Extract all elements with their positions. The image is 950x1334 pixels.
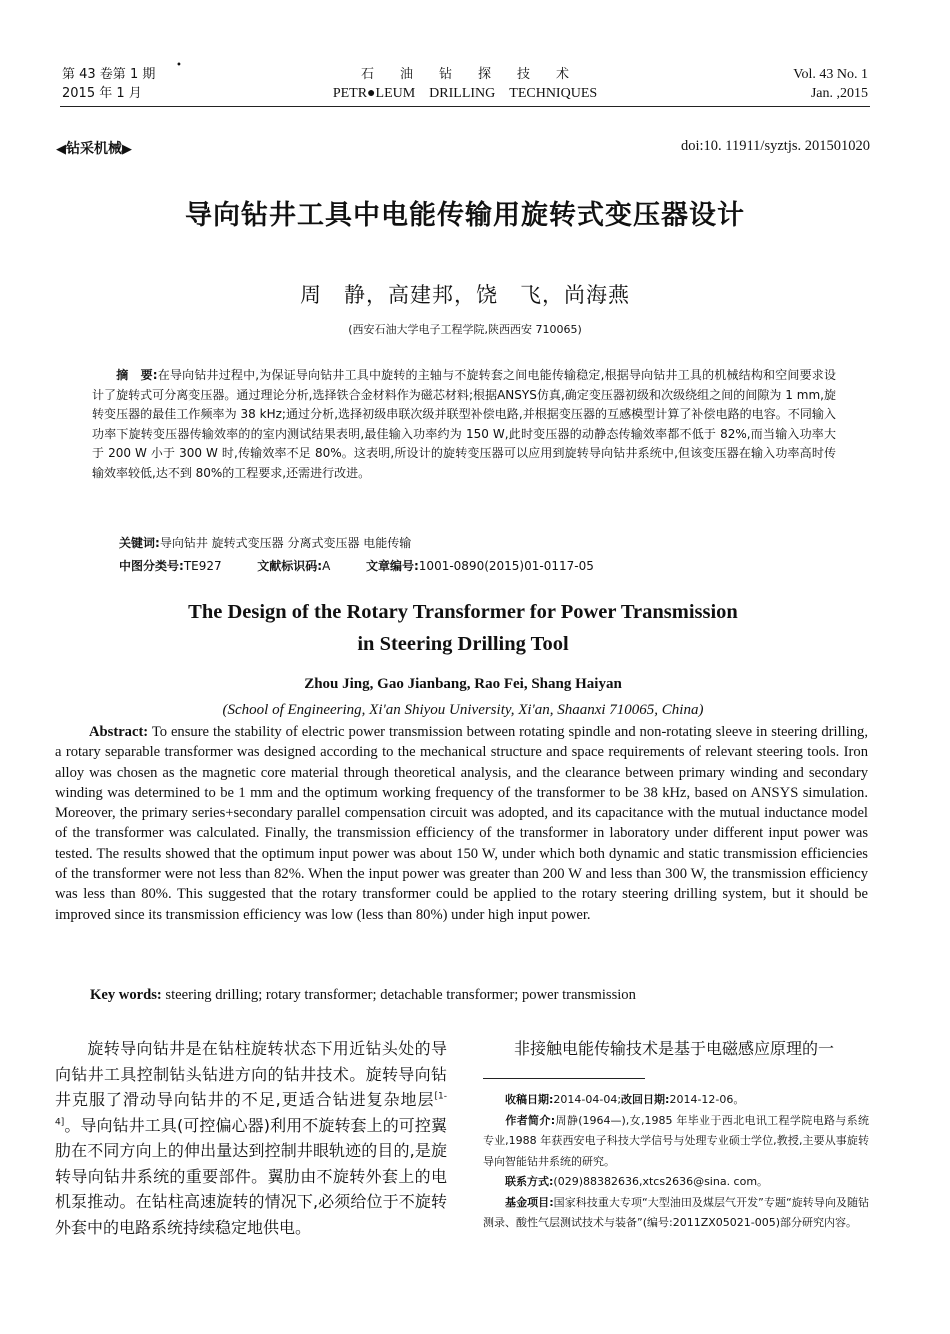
- body-left-text-b: 。导向钻井工具(可控偏心器)利用不旋转套上的可控翼肋在不同方向上的伸出量达到控制井眼轨迹的目的,是旋转导向钻井系统的重要部件。翼肋由不旋转外套上的电机泵推动。在钻柱高速旋转的情况下,必须给位于不旋转外套中的电路系统持续稳定地供电。: [55, 1115, 447, 1237]
- header-journal-en: PETR●LEUM DRILLING TECHNIQUES: [332, 86, 598, 101]
- abstract-en-label: Abstract:: [89, 724, 149, 740]
- contact-text: (029)88382636,xtcs2636@sina. com。: [553, 1175, 769, 1188]
- left-triangle-icon: ◀: [56, 142, 66, 157]
- clc-label: 中图分类号:: [119, 559, 184, 573]
- header-journal-zh: 石 油 钻 探 技 术: [360, 67, 569, 82]
- authors-en: Zhou Jing, Gao Jianbang, Rao Fei, Shang Haiyan: [304, 676, 622, 692]
- article-no-label: 文章编号:: [365, 559, 419, 573]
- author-intro-label: 作者简介:: [505, 1113, 556, 1127]
- header-volume-en: Vol. 43 No. 1: [793, 67, 868, 82]
- keywords-en-text: steering drilling; rotary transformer; detachable transformer; power transmission: [165, 987, 636, 1003]
- abstract-zh-text: 在导向钻井过程中,为保证导向钻井工具中旋转的主轴与不旋转套之间电能传输稳定,根据导向钻井工具的机械结构和空间要求设计了旋转式可分离变压器。通过理论分析,选择铁合金材料作为磁芯材料;根据ANSYS仿真,确定变压器初级和次级绕组之间的间隙为 1 mm,旋转变压器的最佳工作频率为 38 kHz;通过分析,选择初级串联次级并联型补偿电路,并根据变压器的互感模型计算了补偿电路的电容。不同输入功率下旋转变压器传输效率的的室内测试结果表明,最佳输入功率约为 150 W,此时变压器的动静态传输效率都不低于 82%,而当输入功率大于 200 W 小于 300 W 时,传输效率不足 80%。这表明,所设计的旋转变压器可以应用到旋转导向钻井系统中,但该变压器在输入功率高时传输效率较低,达不到 80%的工程要求,还需进行改进。: [92, 368, 836, 480]
- doc-code-label: 文献标识码:: [257, 559, 323, 573]
- body-right-text: 非接触电能传输技术是基于电磁感应原理的一: [514, 1039, 835, 1058]
- keywords-zh: [119, 534, 839, 554]
- header-date-en: Jan. ,2015: [810, 86, 868, 101]
- title-en-line-1: The Design of the Rotary Transformer for Power Transmission: [188, 601, 738, 623]
- article-no-value: 1001-0890(2015)01-0117-05: [418, 559, 594, 573]
- title-zh: 导向钻井工具中电能传输用旋转式变压器设计: [185, 200, 745, 231]
- abstract-zh-label: 摘 要:: [116, 368, 158, 382]
- received-value: 2014-04-04;: [553, 1093, 622, 1106]
- received-label: 收稿日期:: [505, 1093, 554, 1106]
- footnote-author: [483, 1111, 869, 1173]
- footnote-dates: [483, 1090, 869, 1111]
- keywords-zh-text: 导向钻井 旋转式变压器 分离式变压器 电能传输: [159, 536, 412, 550]
- doi: doi:10. 11911/syztjs. 201501020: [680, 138, 870, 154]
- footnote-contact: [483, 1172, 869, 1193]
- keywords-en-label: Key words:: [90, 987, 162, 1003]
- fund-label: 基金项目:: [505, 1195, 554, 1209]
- authors-zh: 周 静，高建邦，饶 飞，尚海燕: [300, 283, 630, 307]
- footnote: [483, 1090, 869, 1234]
- title-en: [0, 596, 926, 660]
- author-intro-text: 周静(1964—),女,1985 年毕业于西北电讯工程学院电路与系统专业,1988 年获西安电子科技大学信号与处理专业硕士学位,教授,主要从事旋转导向智能钻井系统的研究。: [483, 1113, 869, 1168]
- keywords-en: [90, 985, 868, 1005]
- header-date-zh: 2015 年 1 月: [62, 86, 142, 101]
- body-left-column: [55, 1036, 447, 1240]
- footnote-rule: [483, 1078, 645, 1079]
- affiliation-en: (School of Engineering, Xi'an Shiyou University, Xi'an, Shaanxi 710065, China): [222, 702, 704, 718]
- clc-value: TE927: [183, 559, 222, 573]
- revised-value: 2014-12-06。: [669, 1093, 745, 1106]
- section-label: [56, 138, 132, 158]
- keywords-zh-label: 关键词:: [119, 536, 160, 550]
- doc-code-value: A: [322, 559, 331, 573]
- body-right-column: [482, 1036, 870, 1062]
- citation-ref: [1-4]: [55, 1091, 447, 1128]
- fund-text: 国家科技重大专项“大型油田及煤层气开发”专题“旋转导向及随钻测录、酸性气层测试技术与装备”(编号:2011ZX05021-005)部分研究内容。: [483, 1195, 869, 1229]
- title-en-line-2: in Steering Drilling Tool: [357, 633, 569, 655]
- header-volume-zh: 第 43 卷第 1 期: [62, 67, 156, 82]
- abstract-en: [55, 722, 868, 925]
- footnote-fund: [483, 1193, 869, 1234]
- header-rule: [60, 106, 870, 107]
- body-left-text-a: 旋转导向钻井是在钻柱旋转状态下用近钻头处的导向钻井工具控制钻头钻进方向的钻井技术。旋转导向钻井克服了滑动导向钻井的不足,更适合钻进复杂地层: [55, 1039, 447, 1109]
- revised-label: 改回日期:: [621, 1093, 670, 1106]
- abstract-en-text: To ensure the stability of electric power transmission between rotating spindle and non-rotating sleeve in steering drilling, a rotary separable transformer was designed according to the mechanical structure and space requirements of relevant steering tools. Iron alloy was chosen as the magnetic core material through theoretical analysis, and the clearance between primary winding and secondary winding was determined to be 1 mm and the optimum working frequency of the transformer to be 38 kHz, based on ANSYS simulation. Moreover, the primary series+secondary parallel compensation circuit was adopted, and its capacitance with the mutual inductance model of the transformer was calculated. Finally, the transmission efficiency of the transformer in laboratory under different input power was tested. The results showed that the optimum input power was about 150 W, under which both dynamic and static transmission efficiencies of the transformer were not less than 82%. When the input power was greater than 200 W and less than 300 W, the transmission efficiency was less than 80%. This suggested that the rotary transformer could be applied to the rotary steering drilling system, but it should be improved since its transmission efficiency was low (less than 80%) under high input power.: [55, 724, 868, 923]
- abstract-zh: [92, 366, 836, 484]
- right-triangle-icon: ▶: [122, 142, 132, 157]
- section-label-text: 钻采机械: [66, 141, 122, 157]
- header-dot-mark: •: [176, 60, 182, 71]
- contact-label: 联系方式:: [505, 1175, 554, 1188]
- classification: [119, 557, 839, 577]
- affiliation-zh: (西安石油大学电子工程学院,陕西西安 710065): [348, 323, 582, 336]
